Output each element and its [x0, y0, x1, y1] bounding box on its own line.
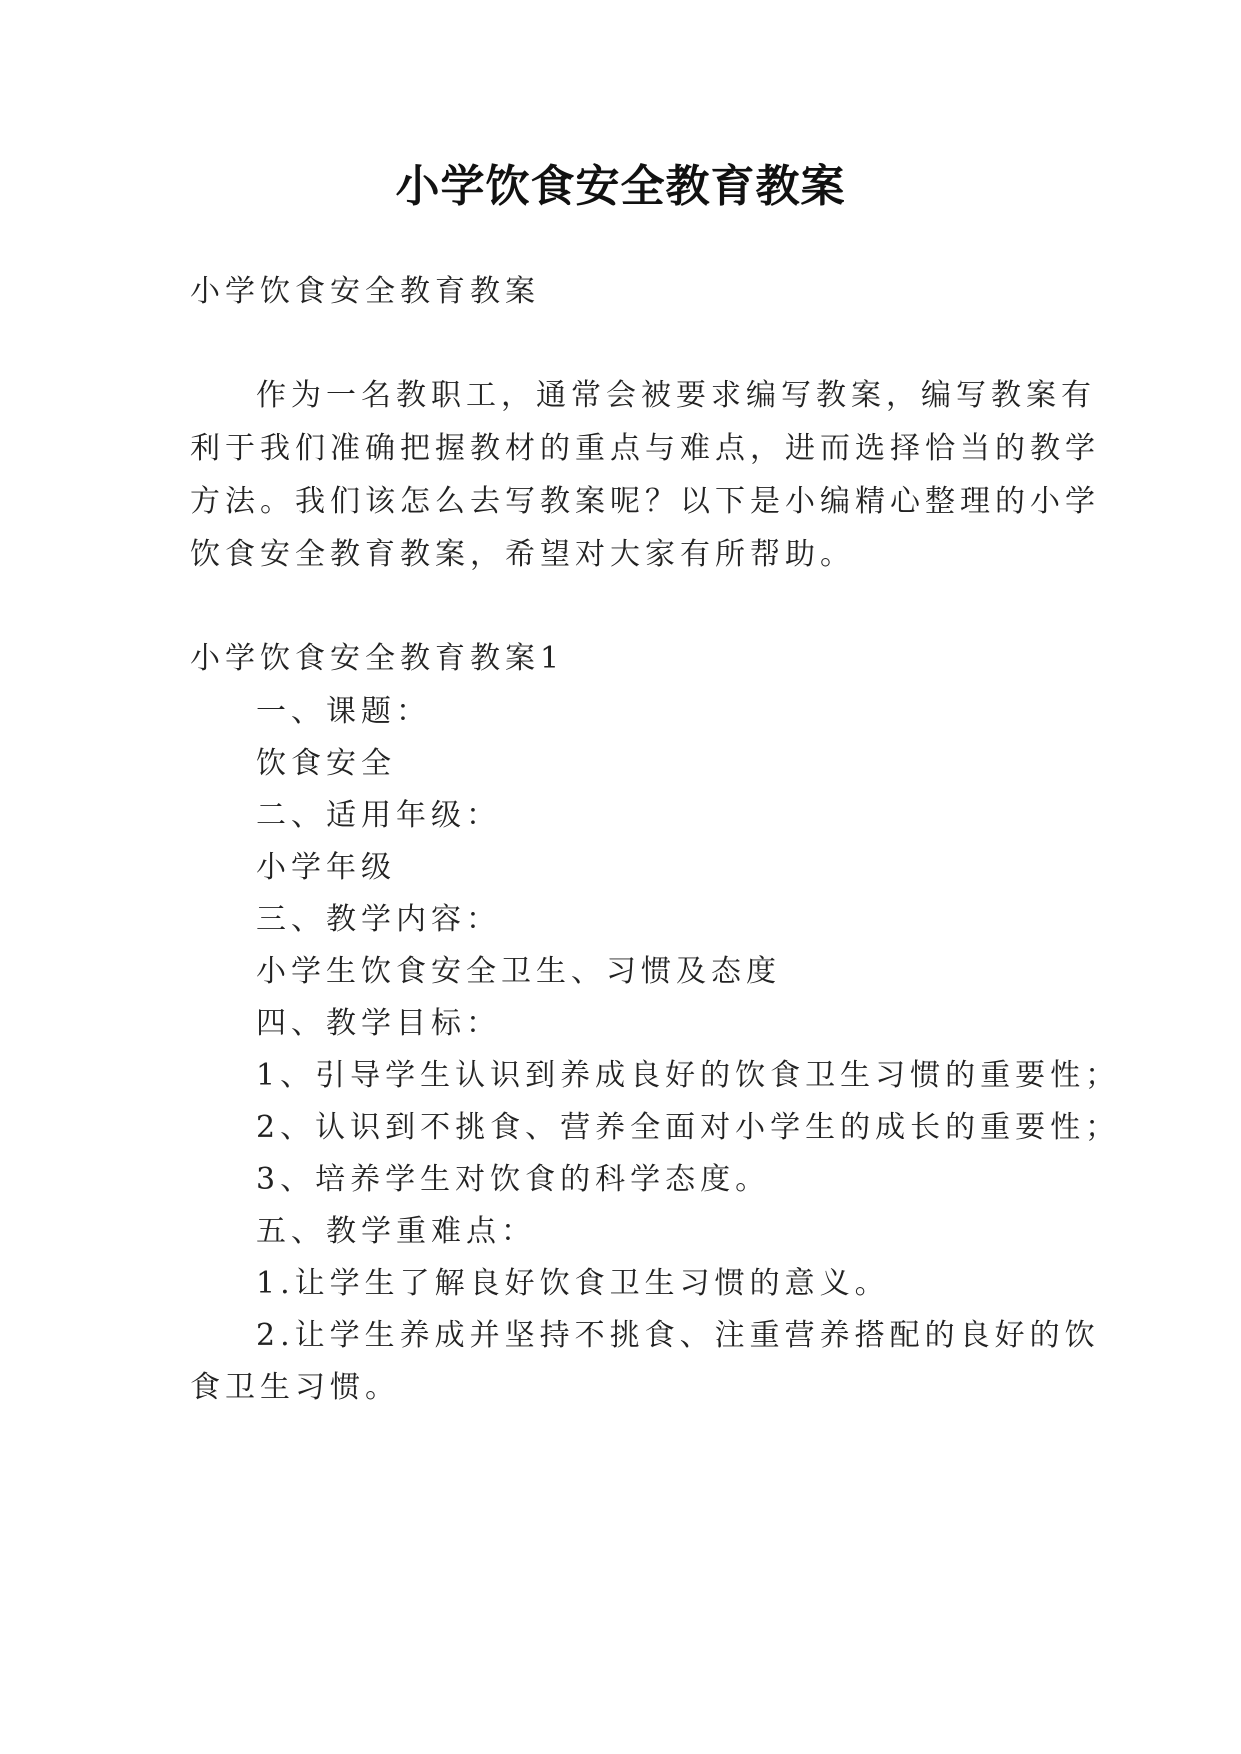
grade-text: 小学年级: [256, 850, 396, 885]
heading-key-points: 五、教学重难点：: [256, 1214, 536, 1249]
intro-line-2: 利于我们准确把握教材的重点与难点，进而选择恰当的教学: [190, 431, 1100, 466]
intro-line-4: 饮食安全教育教案，希望对大家有所帮助。: [190, 537, 855, 572]
heading-topic: 一、课题：: [256, 694, 431, 729]
intro-line-1: 作为一名教职工，通常会被要求编写教案，编写教案有: [256, 378, 1096, 413]
key-point-2: 2.让学生养成并坚持不挑食、注重营养搭配的良好的饮: [256, 1318, 1100, 1353]
key-point-2-continuation: 食卫生习惯。: [190, 1370, 400, 1405]
heading-objectives: 四、教学目标：: [256, 1006, 501, 1041]
intro-line-3: 方法。我们该怎么去写教案呢？以下是小编精心整理的小学: [190, 484, 1100, 519]
document-title: 小学饮食安全教育教案: [395, 161, 846, 212]
topic-text: 饮食安全: [256, 746, 396, 781]
section-heading: 小学饮食安全教育教案1: [190, 641, 565, 676]
key-point-1: 1.让学生了解良好饮食卫生习惯的意义。: [256, 1266, 890, 1301]
heading-grade: 二、适用年级：: [256, 798, 501, 833]
objective-2: 2、认识到不挑食、营养全面对小学生的成长的重要性；: [256, 1110, 1121, 1145]
heading-content: 三、教学内容：: [256, 902, 501, 937]
content-text: 小学生饮食安全卫生、习惯及态度: [256, 954, 781, 989]
document-subtitle: 小学饮食安全教育教案: [190, 274, 540, 309]
objective-3: 3、培养学生对饮食的科学态度。: [256, 1162, 771, 1197]
objective-1: 1、引导学生认识到养成良好的饮食卫生习惯的重要性；: [256, 1058, 1121, 1093]
